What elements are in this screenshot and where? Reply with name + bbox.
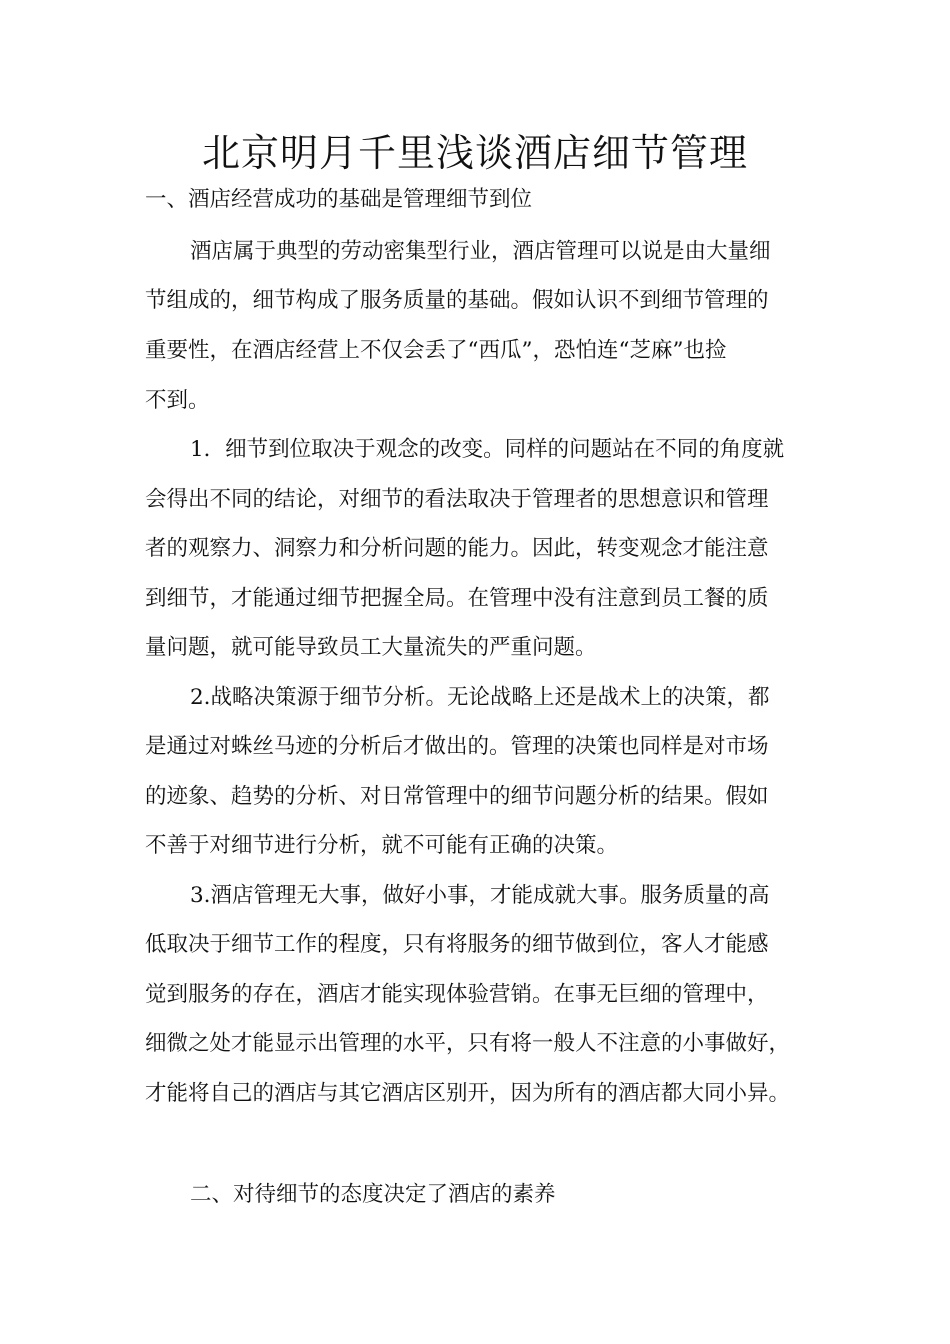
paragraph-2-line-5: 量问题，就可能导致员工大量流失的严重问题。 bbox=[145, 635, 597, 660]
paragraph-4-line-2: 低取决于细节工作的程度，只有将服务的细节做到位，客人才能感 bbox=[145, 932, 769, 957]
paragraph-1-line-4: 不到。 bbox=[145, 388, 210, 413]
paragraph-2-line-4: 到细节，才能通过细节把握全局。在管理中没有注意到员工餐的质 bbox=[145, 586, 769, 611]
paragraph-4-line-5: 才能将自己的酒店与其它酒店区别开，因为所有的酒店都大同小异。 bbox=[145, 1081, 791, 1106]
paragraph-3-line-4: 不善于对细节进行分析，就不可能有正确的决策。 bbox=[145, 833, 619, 858]
paragraph-3-line-1: 2.战略决策源于细节分析。无论战略上还是战术上的决策，都 bbox=[190, 685, 770, 710]
paragraph-4-line-4: 细微之处才能显示出管理的水平，只有将一般人不注意的小事做好， bbox=[145, 1031, 791, 1056]
paragraph-1-line-3: 重要性，在酒店经营上不仅会丢了“西瓜”，恐怕连“芝麻”也捡 bbox=[145, 338, 727, 363]
paragraph-2-line-3: 者的观察力、洞察力和分析问题的能力。因此，转变观念才能注意 bbox=[145, 536, 769, 561]
paragraph-2-line-1: 1．细节到位取决于观念的改变。同样的问题站在不同的角度就 bbox=[190, 437, 785, 462]
section-heading-1: 一、酒店经营成功的基础是管理细节到位 bbox=[145, 187, 533, 212]
paragraph-4-line-1: 3.酒店管理无大事，做好小事，才能成就大事。服务质量的高 bbox=[190, 883, 770, 908]
paragraph-1-line-1: 酒店属于典型的劳动密集型行业，酒店管理可以说是由大量细 bbox=[190, 239, 771, 264]
section-heading-2: 二、对待细节的态度决定了酒店的素养 bbox=[190, 1182, 556, 1207]
paragraph-1-line-2: 节组成的，细节构成了服务质量的基础。假如认识不到细节管理的 bbox=[145, 288, 769, 313]
paragraph-3-line-2: 是通过对蛛丝马迹的分析后才做出的。管理的决策也同样是对市场 bbox=[145, 734, 769, 759]
paragraph-2-line-2: 会得出不同的结论，对细节的看法取决于管理者的思想意识和管理 bbox=[145, 487, 769, 512]
paragraph-3-line-3: 的迹象、趋势的分析、对日常管理中的细节问题分析的结果。假如 bbox=[145, 784, 769, 809]
paragraph-4-line-3: 觉到服务的存在，酒店才能实现体验营销。在事无巨细的管理中， bbox=[145, 982, 769, 1007]
document-title: 北京明月千里浅谈酒店细节管理 bbox=[201, 131, 748, 175]
